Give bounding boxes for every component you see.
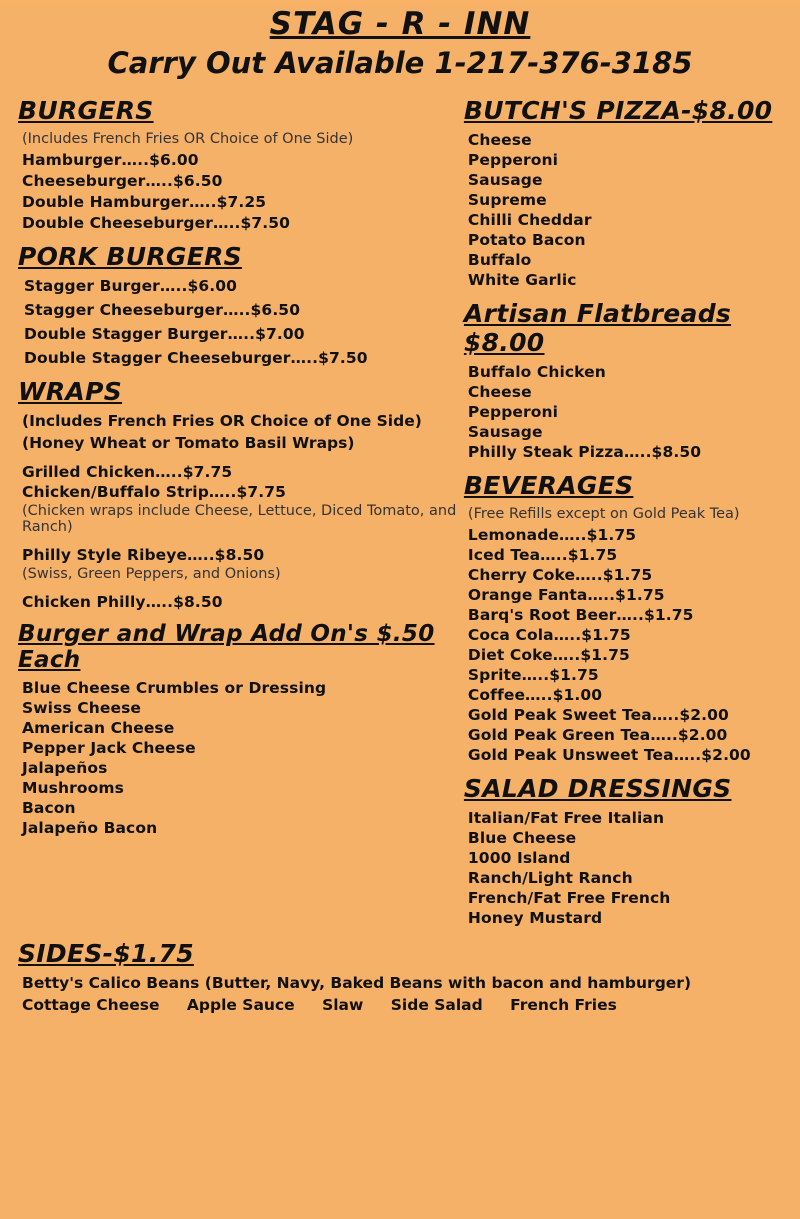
menu-item: Italian/Fat Free Italian [467, 809, 665, 827]
menu-item: French Fries [510, 996, 617, 1014]
menu-item: Jalapeños [22, 759, 108, 777]
menu-item: Stagger Cheeseburger…..$6.50 [24, 301, 301, 319]
menu-item: 1000 Island [467, 849, 571, 867]
menu-item: Grilled Chicken…..$7.75 [22, 463, 233, 481]
menu-item: Buffalo [467, 251, 532, 269]
wraps-note-sides: (Includes French Fries OR Choice of One Side) [22, 412, 422, 430]
menu-item: Pepperoni [467, 403, 559, 421]
menu-item: Chicken/Buffalo Strip…..$7.75 [22, 483, 286, 501]
menu-item: Swiss Cheese [22, 699, 142, 717]
menu-item: Iced Tea…..$1.75 [467, 546, 618, 564]
right-column [458, 86, 786, 929]
menu-item: Cheese [467, 131, 532, 149]
section-heading-pork-burgers: PORK BURGERS [18, 242, 242, 271]
menu-item: Gold Peak Sweet Tea…..$2.00 [467, 706, 729, 724]
restaurant-title: STAG - R - INN [269, 6, 531, 42]
wraps-note-philly: (Swiss, Green Peppers, and Onions) [22, 566, 281, 582]
sides-section [14, 939, 786, 1014]
burgers-note: (Includes French Fries OR Choice of One Side) [22, 131, 354, 147]
menu-item: Cottage Cheese [22, 996, 160, 1014]
menu-item: Gold Peak Green Tea…..$2.00 [467, 726, 728, 744]
menu-item: Blue Cheese [467, 829, 577, 847]
menu-item: Slaw [322, 996, 364, 1014]
menu-item: Mushrooms [22, 779, 124, 797]
menu-item: Orange Fanta…..$1.75 [467, 586, 665, 604]
menu-item: Gold Peak Unsweet Tea…..$2.00 [467, 746, 751, 764]
section-heading-flatbreads: Artisan Flatbreads $8.00 [463, 299, 732, 357]
section-heading-wraps: WRAPS [18, 377, 123, 406]
menu-item: Lemonade…..$1.75 [467, 526, 637, 544]
sides-list [22, 996, 786, 1014]
menu-item: Supreme [467, 191, 547, 209]
menu-item: Honey Mustard [467, 909, 603, 927]
wraps-note-types: (Honey Wheat or Tomato Basil Wraps) [22, 434, 355, 452]
menu-item: Sausage [467, 171, 543, 189]
menu-item: Side Salad [390, 996, 483, 1014]
menu-page [0, 6, 800, 1219]
menu-item: Coca Cola…..$1.75 [467, 626, 631, 644]
menu-item: Cheese [467, 383, 532, 401]
menu-item: Double Stagger Cheeseburger…..$7.50 [24, 349, 368, 367]
menu-item: Buffalo Chicken [467, 363, 606, 381]
menu-item: Jalapeño Bacon [22, 819, 158, 837]
menu-item: Double Stagger Burger…..$7.00 [24, 325, 305, 343]
menu-item: Apple Sauce [186, 996, 295, 1014]
section-heading-burgers: BURGERS [18, 96, 154, 125]
menu-item: Betty's Calico Beans (Butter, Navy, Baked Beans with bacon and hamburger) [22, 974, 692, 992]
menu-item: White Garlic [467, 271, 577, 289]
menu-item: Hamburger…..$6.00 [22, 151, 199, 169]
wraps-note-chicken: (Chicken wraps include Cheese, Lettuce, Diced Tomato, and Ranch) [22, 503, 457, 535]
section-heading-beverages: BEVERAGES [463, 471, 634, 500]
section-heading-sides: SIDES-$1.75 [18, 939, 194, 968]
menu-item: Stagger Burger…..$6.00 [24, 277, 238, 295]
menu-item: Sprite…..$1.75 [467, 666, 599, 684]
beverages-note: (Free Refills except on Gold Peak Tea) [467, 506, 740, 522]
menu-item: Double Cheeseburger…..$7.50 [22, 214, 291, 232]
menu-item: Cheeseburger…..$6.50 [22, 172, 223, 190]
menu-columns [14, 86, 786, 929]
left-column [14, 86, 458, 929]
menu-item: American Cheese [22, 719, 175, 737]
section-heading-add-ons: Burger and Wrap Add On's $.50 Each [18, 621, 435, 673]
menu-item: Ranch/Light Ranch [467, 869, 633, 887]
menu-item: Double Hamburger…..$7.25 [22, 193, 267, 211]
menu-item: Chilli Cheddar [467, 211, 592, 229]
menu-item: Barq's Root Beer…..$1.75 [467, 606, 694, 624]
menu-item: Potato Bacon [467, 231, 586, 249]
section-heading-salad-dressings: SALAD DRESSINGS [463, 774, 732, 803]
menu-item: French/Fat Free French [467, 889, 671, 907]
menu-item: Sausage [467, 423, 543, 441]
menu-item: Philly Steak Pizza…..$8.50 [467, 443, 702, 461]
menu-item: Blue Cheese Crumbles or Dressing [22, 679, 327, 697]
menu-item: Philly Style Ribeye…..$8.50 [22, 546, 265, 564]
carry-out-line: Carry Out Available 1-217-376-3185 [107, 46, 693, 80]
menu-item: Pepperoni [467, 151, 559, 169]
menu-item: Pepper Jack Cheese [22, 739, 196, 757]
menu-item: Bacon [22, 799, 76, 817]
menu-item: Cherry Coke…..$1.75 [467, 566, 653, 584]
section-heading-pizza: BUTCH'S PIZZA-$8.00 [463, 96, 773, 125]
menu-item: Coffee…..$1.00 [467, 686, 603, 704]
menu-item: Chicken Philly…..$8.50 [22, 593, 223, 611]
menu-item: Diet Coke…..$1.75 [467, 646, 630, 664]
